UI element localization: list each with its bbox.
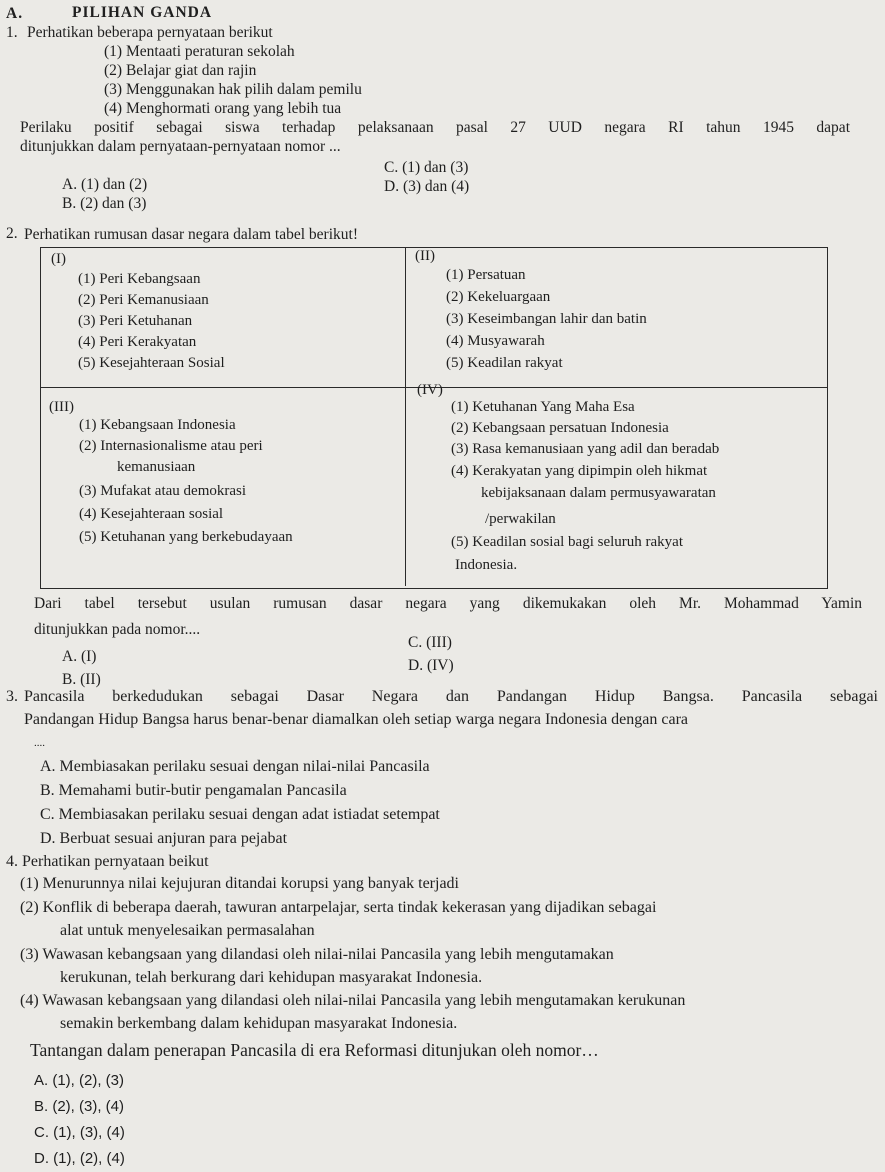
- q4-intro: Perhatikan pernyataan beikut: [22, 853, 209, 870]
- table-iii-item: (3) Mufakat atau demokrasi: [79, 483, 247, 499]
- table-ii-item: (3) Keseimbangan lahir dan batin: [446, 311, 647, 327]
- q1-statement-3: (3) Menggunakan hak pilih dalam pemilu: [104, 81, 362, 98]
- table-divider-vertical: [405, 248, 406, 586]
- q2-intro: Perhatikan rumusan dasar negara dalam tabel berikut!: [24, 226, 358, 243]
- q1-option-a[interactable]: A. (1) dan (2): [62, 176, 148, 193]
- table-iii-item: (2) Internasionalisme atau peri: [79, 438, 263, 454]
- q2-option-a[interactable]: A. (I): [62, 648, 97, 665]
- table-iv-item: (1) Ketuhanan Yang Maha Esa: [451, 399, 635, 415]
- table-iii-item: kemanusiaan: [117, 459, 196, 475]
- table-i-item: (1) Peri Kebangsaan: [78, 271, 201, 287]
- section-title: PILIHAN GANDA: [72, 4, 213, 21]
- q1-question-line-2: ditunjukkan dalam pernyataan-pernyataan nomor ...: [20, 138, 341, 155]
- q4-option-a[interactable]: A. (1), (2), (3): [34, 1072, 125, 1089]
- table-label-iv: (IV): [417, 382, 443, 398]
- table-i-item: (4) Peri Kerakyatan: [78, 334, 197, 350]
- q1-statement-4: (4) Menghormati orang yang lebih tua: [104, 100, 342, 117]
- q2-option-c[interactable]: C. (III): [408, 634, 452, 651]
- q1-option-b[interactable]: B. (2) dan (3): [62, 195, 147, 212]
- q3-option-c[interactable]: C. Membiasakan perilaku sesuai dengan adat istiadat setempat: [40, 806, 440, 823]
- table-iii-item: (4) Kesejahteraan sosial: [79, 506, 224, 522]
- q4-statement-2a: (2) Konflik di beberapa daerah, tawuran antarpelajar, serta tindak kekerasan yang dijadikan sebagai: [20, 899, 657, 916]
- table-iv-item: kebijaksanaan dalam permusyawaratan: [481, 485, 716, 501]
- q4-option-d[interactable]: D. (1), (2), (4): [34, 1150, 125, 1167]
- table-i-item: (5) Kesejahteraan Sosial: [78, 355, 225, 371]
- table-ii-item: (2) Kekeluargaan: [446, 289, 551, 305]
- table-i-item: (3) Peri Ketuhanan: [78, 313, 193, 329]
- q2-question-line-2: ditunjukkan pada nomor....: [34, 621, 201, 638]
- table-iii-item: (1) Kebangsaan Indonesia: [79, 417, 236, 433]
- q1-statement-2: (2) Belajar giat dan rajin: [104, 62, 257, 79]
- q4-statement-3b: kerukunan, telah berkurang dari kehidupan masyarakat Indonesia.: [60, 969, 483, 986]
- q4-statement-4a: (4) Wawasan kebangsaan yang dilandasi oleh nilai-nilai Pancasila yang lebih mengutamakan kerukunan: [20, 992, 686, 1009]
- formulation-table: [40, 247, 828, 589]
- q1-intro: Perhatikan beberapa pernyataan berikut: [27, 24, 273, 41]
- table-iii-item: (5) Ketuhanan yang berkebudayaan: [79, 529, 293, 545]
- q4-statement-3a: (3) Wawasan kebangsaan yang dilandasi oleh nilai-nilai Pancasila yang lebih mengutamakan: [20, 946, 614, 963]
- q1-option-c[interactable]: C. (1) dan (3): [384, 159, 469, 176]
- q4-statement-4b: semakin berkembang dalam kehidupan masyarakat Indonesia.: [60, 1015, 458, 1032]
- table-iv-item: (5) Keadilan sosial bagi seluruh rakyat: [451, 534, 684, 550]
- q2-number: 2.: [6, 225, 18, 242]
- q2-option-b[interactable]: B. (II): [62, 671, 101, 688]
- table-label-ii: (II): [415, 248, 435, 264]
- table-iv-item: (4) Kerakyatan yang dipimpin oleh hikmat: [451, 463, 708, 479]
- table-iv-item: (3) Rasa kemanusiaan yang adil dan beradab: [451, 441, 720, 457]
- table-iv-item: Indonesia.: [455, 557, 518, 573]
- q1-question-line-1: Perilaku positif sebagai siswa terhadap pelaksanaan pasal 27 UUD negara RI tahun 1945 dapat: [20, 119, 850, 136]
- table-label-iii: (III): [49, 399, 74, 415]
- table-ii-item: (1) Persatuan: [446, 267, 526, 283]
- table-i-item: (2) Peri Kemanusiaan: [78, 292, 209, 308]
- table-iv-item: (2) Kebangsaan persatuan Indonesia: [451, 420, 669, 436]
- q2-question-line-1: Dari tabel tersebut usulan rumusan dasar negara yang dikemukakan oleh Mr. Mohammad Yamin: [34, 595, 862, 612]
- q1-statement-1: (1) Mentaati peraturan sekolah: [104, 43, 295, 60]
- q1-number: 1.: [6, 24, 18, 41]
- q3-line-3: ....: [34, 737, 45, 749]
- section-letter: A.: [6, 5, 24, 22]
- table-ii-item: (5) Keadilan rakyat: [446, 355, 563, 371]
- q3-option-a[interactable]: A. Membiasakan perilaku sesuai dengan nilai-nilai Pancasila: [40, 758, 430, 775]
- q3-line-1: Pancasila berkedudukan sebagai Dasar Negara dan Pandangan Hidup Bangsa. Pancasila sebagai: [24, 688, 878, 705]
- q4-statement-2b: alat untuk menyelesaikan permasalahan: [60, 922, 315, 939]
- table-iv-item: /perwakilan: [485, 511, 556, 527]
- q4-option-b[interactable]: B. (2), (3), (4): [34, 1098, 125, 1115]
- q4-number: 4.: [6, 853, 18, 870]
- q3-option-b[interactable]: B. Memahami butir-butir pengamalan Pancasila: [40, 782, 347, 799]
- q3-option-d[interactable]: D. Berbuat sesuai anjuran para pejabat: [40, 830, 288, 847]
- q4-question: Tantangan dalam penerapan Pancasila di era Reformasi ditunjukan oleh nomor…: [30, 1040, 599, 1060]
- q2-option-d[interactable]: D. (IV): [408, 657, 454, 674]
- q3-line-2: Pandangan Hidup Bangsa harus benar-benar diamalkan oleh setiap warga negara Indonesia dengan cara: [24, 711, 689, 728]
- q1-option-d[interactable]: D. (3) dan (4): [384, 178, 470, 195]
- table-label-i: (I): [51, 251, 66, 267]
- q3-number: 3.: [6, 688, 18, 705]
- table-ii-item: (4) Musyawarah: [446, 333, 545, 349]
- q4-option-c[interactable]: C. (1), (3), (4): [34, 1124, 125, 1141]
- q4-statement-1: (1) Menurunnya nilai kejujuran ditandai korupsi yang banyak terjadi: [20, 875, 459, 892]
